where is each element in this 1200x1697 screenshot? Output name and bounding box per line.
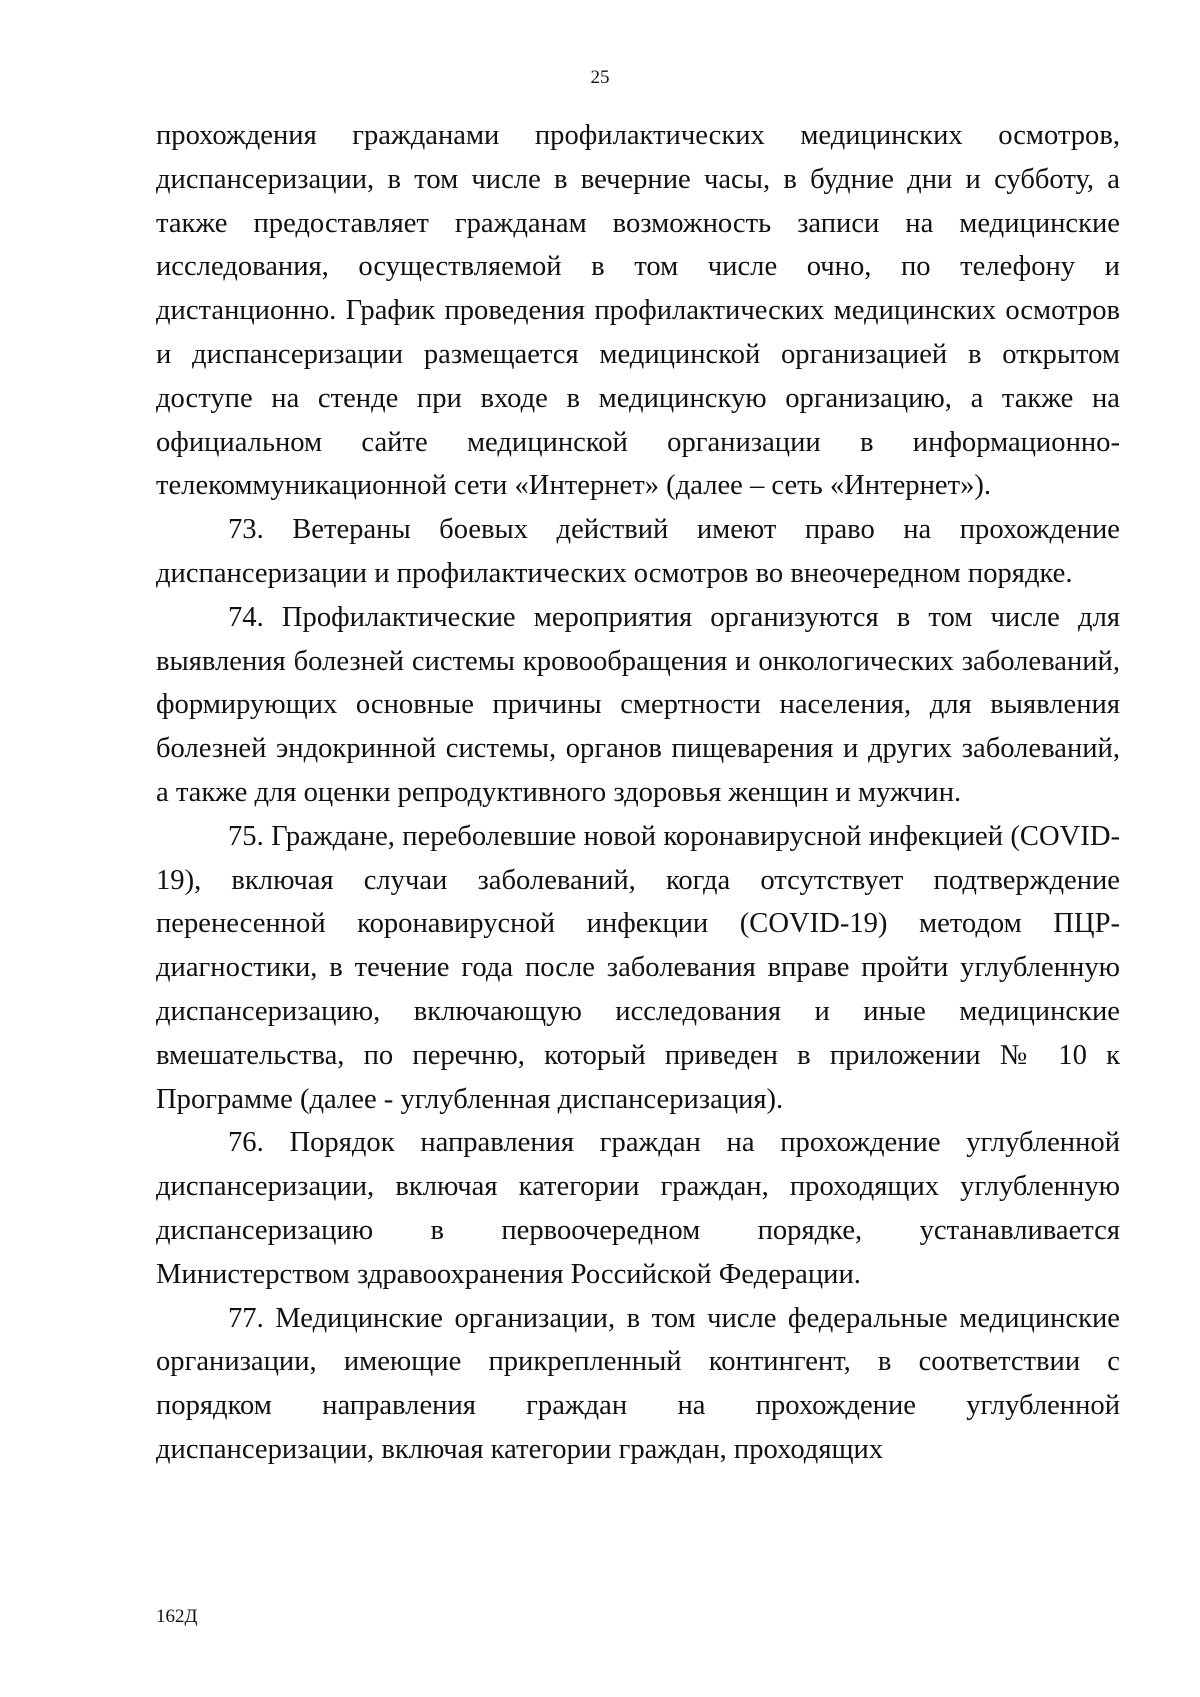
- paragraph-75: 75. Граждане, переболевшие новой коронавирусной инфекцией (COVID-19), включая случаи заболеваний, когда отсутствует подтверждение перенесенной коронавирусной инфекции (COVID-19) методом ПЦР-диагностики, в течение года после заболевания вправе пройти углубленную диспансеризацию, включающую исследования и иные медицинские вмешательства, по перечню, который приведен в приложении № 10 к Программе (далее - углубленная диспансеризация).: [156, 820, 1120, 1115]
- paragraph-77: 77. Медицинские организации, в том числе федеральные медицинские организации, имеющие прикрепленный контингент, в соответствии с порядком направления граждан на прохождение углубленной диспансеризации, включая категории граждан, проходящих: [156, 1302, 1120, 1465]
- document-code: 162Д: [156, 1606, 198, 1627]
- paragraph-76: 76. Порядок направления граждан на прохождение углубленной диспансеризации, включая категории граждан, проходящих углубленную диспансеризацию в первоочередном порядке, устанавливается Министерством здравоохранения Российской Федерации.: [156, 1127, 1120, 1290]
- paragraph-73: 73. Ветераны боевых действий имеют право на прохождение диспансеризации и профилактических осмотров во внеочередном порядке.: [156, 514, 1120, 589]
- paragraph-continuation: прохождения гражданами профилактических медицинских осмотров, диспансеризации, в том числе в вечерние часы, в будние дни и субботу, а также предоставляет гражданам возможность записи на медицинские исследования, осуществляемой в том числе очно, по телефону и дистанционно. График проведения профилактических медицинских осмотров и диспансеризации размещается медицинской организацией в открытом доступе на стенде при входе в медицинскую организацию, а также на официальном сайте медицинской организации в информационно-телекоммуникационной сети «Интернет» (далее – сеть «Интернет»).: [156, 120, 1120, 502]
- page-number: 25: [590, 67, 610, 88]
- paragraph-74: 74. Профилактические мероприятия организуются в том числе для выявления болезней системы кровообращения и онкологических заболеваний, формирующих основные причины смертности населения, для выявления болезней эндокринной системы, органов пищеварения и других заболеваний, а также для оценки репродуктивного здоровья женщин и мужчин.: [156, 601, 1120, 808]
- document-body: [156, 114, 1120, 1472]
